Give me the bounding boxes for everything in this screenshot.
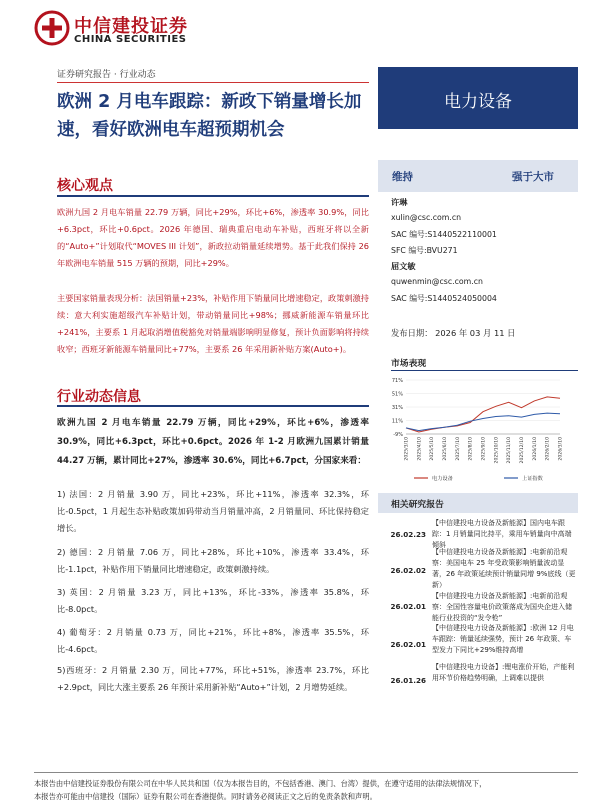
- industry-news-item-1: 1) 法国：2 月销量 3.90 万，同比+23%，环比+11%，渗透率 32.3%，环比-0.5pct，1 月起生态补贴政策加码带动当月销量冲高，2 月销量同、环比保持稳定增长。: [57, 489, 369, 533]
- related-report-link[interactable]: 【中信建投电力设备及新能源】:电新前沿观察：全国性容量电价政策落成为国央企进入储能行业投资的“发令枪”: [432, 592, 572, 622]
- related-date: 26.02.01: [390, 602, 426, 611]
- analyst-sac: SAC 编号:S1440522110001: [391, 230, 497, 239]
- related-date: 26.01.26: [390, 676, 426, 685]
- title-divider: [57, 82, 369, 83]
- analyst-name: 许琳: [391, 197, 408, 207]
- industry-name: 电力设备: [444, 92, 512, 112]
- x-tick-label: 2025/11/10: [507, 437, 513, 464]
- legend-label: 上证指数: [522, 476, 543, 482]
- industry-news-divider: [57, 405, 369, 407]
- rating-label: 维持: [392, 171, 413, 183]
- related-research-header: [378, 493, 578, 513]
- analyst-email[interactable]: xulin@csc.com.cn: [391, 213, 462, 222]
- y-tick-label: 31%: [391, 405, 403, 411]
- related-research-heading: 相关研究报告: [391, 500, 444, 510]
- logo-text-cn: 中信建投证券: [74, 16, 188, 37]
- core-views-divider: [57, 195, 369, 197]
- x-tick-label: 2025/8/10: [468, 437, 474, 461]
- y-tick-label: 11%: [391, 418, 403, 425]
- y-tick-label: -9%: [393, 432, 403, 438]
- related-date: 26.02.23: [390, 530, 426, 539]
- core-paragraph-2: 主要国家销量表现分析：法国销量+23%，补贴作用下销量同比增速稳定，政策刺激持续：意大利实施超级汽车补贴计划，带动销量同比+98%；挪威新能源车销量环比+241%，主要系 1 月起取消增值税豁免对销量端影响明显修复，预计负面影响将持续收窄；西班牙新能源车销量同比+77%，主要系 26 年采用新补贴方案(Auto+)。: [57, 293, 369, 354]
- market-divider: [391, 370, 578, 371]
- y-tick-label: 71%: [391, 378, 403, 384]
- x-tick-label: 2025/10/10: [494, 437, 500, 464]
- related-report-link[interactable]: 【中信建投电力设备】:锂电涨价开始，产能利用环节价格趋势明确，上调难以提供: [432, 663, 575, 682]
- legend-label: 电力设备: [432, 476, 453, 482]
- related-date: 26.02.02: [390, 566, 426, 575]
- analyst-sfc: SFC 编号:BVU271: [391, 246, 458, 255]
- series-line: [406, 413, 560, 431]
- market-performance-chart: [384, 374, 578, 486]
- industry-news-intro: 欧洲九国 2 月电车销量 22.79 万辆，同比+29%，环比+6%，渗透率 30.9%，同比+6.3pct，环比+0.6pct。2026 年 1-2 月欧洲九国累计销量 44.27 万辆，累计同比+27%，渗透率 30.6%，同比+6.7pct，分国家来看：: [57, 418, 369, 466]
- footer-line-1: 本报告由中信建投证券股份有限公司在中华人民共和国（仅为本报告目的，不包括香港、澳门、台湾）提供，在遵守适用的法律法规情况下，: [34, 779, 487, 788]
- rating-box: [378, 160, 578, 192]
- industry-news-item-3: 3) 英国：2 月销量 3.23 万，同比+13%，环比-33%，渗透率 35.8%，环比-8.0pct。: [57, 587, 369, 614]
- related-report-link[interactable]: 【中信建投电力设备及新能源】:电新前沿观察：美国电车 25 年受政策影响销量波动显著，26 年政策延续预计销量同增 9%底线（更新）: [432, 548, 576, 589]
- core-views-heading: 核心观点: [57, 178, 113, 194]
- industry-news-heading: 行业动态信息: [57, 389, 141, 405]
- rating-value: 强于大市: [512, 171, 554, 183]
- x-tick-label: 2026/1/10: [532, 437, 538, 461]
- publish-date: 发布日期： 2026 年 03 月 11 日: [391, 328, 516, 338]
- x-tick-label: 2025/6/10: [443, 437, 448, 461]
- related-date: 26.02.01: [390, 640, 426, 649]
- x-tick-label: 2025/9/10: [481, 437, 487, 461]
- footer-line-2: 本报告亦可能由中信建投（国际）证券有限公司在香港提供。同时请务必阅读正文之后的免责条款和声明。: [34, 792, 377, 800]
- x-tick-label: 2025/5/10: [430, 437, 436, 461]
- analyst-email[interactable]: quwenmin@csc.com.cn: [391, 277, 483, 286]
- analyst-name: 屈文敏: [391, 261, 416, 271]
- market-heading: 市场表现: [391, 359, 427, 369]
- x-tick-label: 2026/2/10: [545, 437, 551, 461]
- footer-divider: [34, 772, 578, 773]
- analyst-sac: SAC 编号:S1440524050004: [391, 294, 497, 303]
- company-logo-icon: [34, 10, 70, 46]
- x-tick-label: 2026/3/10: [558, 437, 564, 461]
- related-report-link[interactable]: 【中信建投电力设备及新能源】国内电车跟踪：1 月销量同比持平，乘用车销量向中高端倾斜: [432, 519, 572, 549]
- industry-banner: [378, 67, 578, 129]
- report-title: 欧洲 2 月电车跟踪：新政下销量增长加速，看好欧洲电车超预期机会: [57, 92, 362, 140]
- x-tick-label: 2025/3/10: [404, 437, 410, 461]
- core-paragraph-1: 欧洲九国 2 月电车销量 22.79 万辆，同比+29%，环比+6%，渗透率 30.9%，同比+6.3pct，环比+0.6pct。2026 年德国、瑞典重启电动车补贴，西班牙将以全新的“Auto+”计划取代“MOVES III 计划”，新政拉动销量延续增势。基于此我们保持 26 年欧洲电车销量 515 万辆的预期，同比+29%。: [57, 207, 369, 268]
- footer-disclaimer: [34, 777, 578, 800]
- report-type: 证券研究报告 · 行业动态: [57, 70, 156, 80]
- industry-news-item-5: 5)西班牙：2 月销量 2.30 万，同比+77%，环比+51%，渗透率 23.7%，环比+2.9pct，同比大涨主要系 26 年预计采用新补贴“Auto+”计划，2 月增势延续。: [57, 665, 369, 692]
- related-report-link[interactable]: 【中信建投电力设备及新能源】:欧洲 12 月电车跟踪：销量延续强势，预计 26 年政策、车型发力下同比+29%维持高增: [432, 624, 574, 654]
- x-tick-label: 2025/12/10: [520, 437, 525, 464]
- company-logo: [34, 10, 234, 50]
- x-tick-label: 2025/7/10: [455, 437, 461, 461]
- industry-news-item-4: 4) 葡萄牙：2 月销量 0.73 万，同比+21%，环比+8%，渗透率 35.5%，环比-4.6pct。: [57, 627, 369, 654]
- logo-text-en: CHINA SECURITIES: [74, 34, 187, 45]
- x-tick-label: 2025/4/10: [417, 437, 423, 461]
- y-tick-label: 51%: [391, 391, 403, 398]
- industry-news-item-2: 2) 德国：2 月销量 7.06 万，同比+28%，环比+10%，渗透率 33.4%，环比-1.1pct，补贴作用下销量同比增速稳定，政策刺激持续。: [57, 547, 369, 574]
